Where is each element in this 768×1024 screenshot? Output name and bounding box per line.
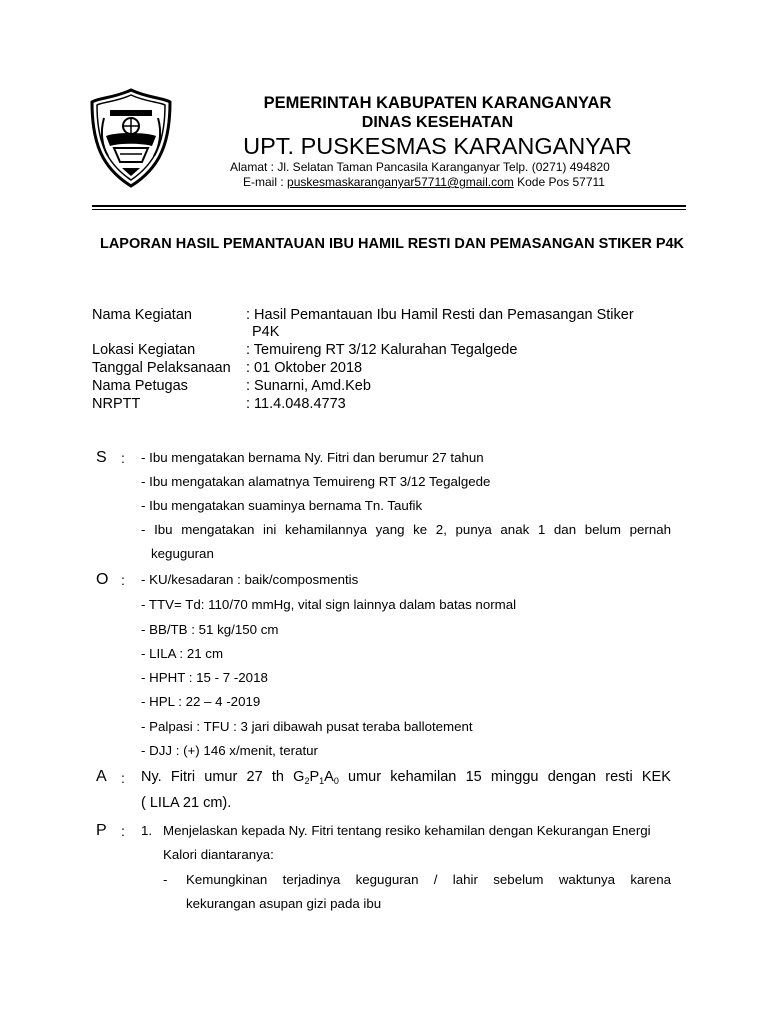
letterhead-contact <box>243 175 605 189</box>
assessment-word: th <box>271 769 284 785</box>
subjective-item: - Ibu mengatakan suaminya bernama Tn. Taufik <box>141 498 423 513</box>
identity-value-officer: : Sunarni, Amd.Keb <box>246 378 371 394</box>
plan-item-cont: Kalori diantaranya: <box>163 847 274 862</box>
identity-value-nrptt: : 11.4.048.4773 <box>246 396 346 412</box>
gravida-letter: G <box>293 769 305 785</box>
objective-item: - HPL : 22 – 4 -2019 <box>141 694 261 709</box>
assessment-word: minggu <box>490 769 539 785</box>
email-link[interactable]: puskesmaskaranganyar57711@gmail.com <box>287 175 514 189</box>
abortus-letter: A <box>324 769 334 785</box>
plan-item-number: 1. <box>141 823 153 838</box>
assessment-word: resti <box>605 769 633 785</box>
letterhead-department-line: DINAS KESEHATAN <box>361 114 514 131</box>
identity-value-date: : 01 Oktober 2018 <box>246 360 363 376</box>
letterhead-rule-thin <box>92 209 686 210</box>
objective-item: - BB/TB : 51 kg/150 cm <box>141 622 279 637</box>
identity-value-location: : Temuireng RT 3/12 Kalurahan Tegalgede <box>246 342 518 358</box>
letterhead-government-line: PEMERINTAH KABUPATEN KARANGANYAR <box>263 94 612 112</box>
plan-sub-bullet: - <box>163 872 168 887</box>
identity-label-location: Lokasi Kegiatan <box>92 342 196 358</box>
soap-p-colon: : <box>121 823 125 839</box>
abortus-count: 0 <box>333 776 339 786</box>
subjective-item-cont: keguguran <box>151 546 214 561</box>
assessment-word: kehamilan <box>390 769 457 785</box>
identity-value-activity: : Hasil Pemantauan Ibu Hamil Resti dan Pemasangan Stiker <box>246 307 634 323</box>
soap-o-letter: O <box>96 571 109 588</box>
obstetric-formula <box>293 769 339 785</box>
assessment-line <box>141 769 671 785</box>
assessment-word: KEK <box>641 769 671 785</box>
report-title: LAPORAN HASIL PEMANTAUAN IBU HAMIL RESTI DAN PEMASANGAN STIKER P4K <box>99 236 685 252</box>
soap-p-letter: P <box>96 822 107 839</box>
objective-item: - TTV= Td: 110/70 mmHg, vital sign lainnya dalam batas normal <box>141 597 517 612</box>
soap-s-colon: : <box>121 450 125 466</box>
plan-sub-item: Kemungkinan terjadinya keguguran / lahir sebelum waktunya karena <box>186 872 671 887</box>
assessment-word: Ny. <box>141 769 162 785</box>
identity-label-nrptt: NRPTT <box>92 396 141 412</box>
identity-label-officer: Nama Petugas <box>92 378 188 394</box>
email-prefix: E-mail : <box>243 175 288 189</box>
assessment-line-cont: ( LILA 21 cm). <box>141 795 232 811</box>
para-letter: P <box>309 769 320 785</box>
assessment-word: Fitri <box>170 769 196 785</box>
kabupaten-karanganyar-coat-of-arms-logo <box>90 88 172 188</box>
objective-item: - LILA : 21 cm <box>141 646 224 661</box>
plan-item: Menjelaskan kepada Ny. Fitri tentang resiko kehamilan dengan Kekurangan Energi <box>163 823 651 838</box>
subjective-item: - Ibu mengatakan alamatnya Temuireng RT 3/12 Tegalgede <box>141 474 491 489</box>
assessment-word: 15 <box>465 769 482 785</box>
objective-item: - Palpasi : TFU : 3 jari dibawah pusat teraba ballotement <box>141 719 473 734</box>
identity-value-activity-cont: P4K <box>252 324 280 340</box>
identity-label-activity: Nama Kegiatan <box>92 307 192 323</box>
identity-label-date: Tanggal Pelaksanaan <box>92 360 231 376</box>
soap-a-letter: A <box>96 768 107 785</box>
postal-code: Kode Pos 57711 <box>513 175 605 189</box>
assessment-word: umur <box>204 769 238 785</box>
objective-item: - DJJ : (+) 146 x/menit, teratur <box>141 743 318 758</box>
subjective-item: - Ibu mengatakan ini kehamilannya yang ke 2, punya anak 1 dan belum pernah <box>141 522 671 537</box>
letterhead-rule-thick <box>92 205 686 207</box>
letterhead-address: Alamat : Jl. Selatan Taman Pancasila Karanganyar Telp. (0271) 494820 <box>230 160 610 174</box>
gravida-count: 2 <box>304 776 310 786</box>
assessment-word: umur <box>348 769 382 785</box>
assessment-word: dengan <box>547 769 597 785</box>
objective-item: - HPHT : 15 - 7 -2018 <box>141 670 268 685</box>
subjective-item: - Ibu mengatakan bernama Ny. Fitri dan berumur 27 tahun <box>141 450 484 465</box>
assessment-word: 27 <box>246 769 263 785</box>
plan-sub-item-cont: kekurangan asupan gizi pada ibu <box>186 896 382 911</box>
soap-a-colon: : <box>121 770 125 786</box>
objective-item: - KU/kesadaran : baik/composmentis <box>141 572 359 587</box>
letterhead-institution-name: UPT. PUSKESMAS KARANGANYAR <box>243 133 632 159</box>
soap-s-letter: S <box>96 449 107 466</box>
soap-o-colon: : <box>121 572 125 588</box>
para-count: 1 <box>319 776 325 786</box>
